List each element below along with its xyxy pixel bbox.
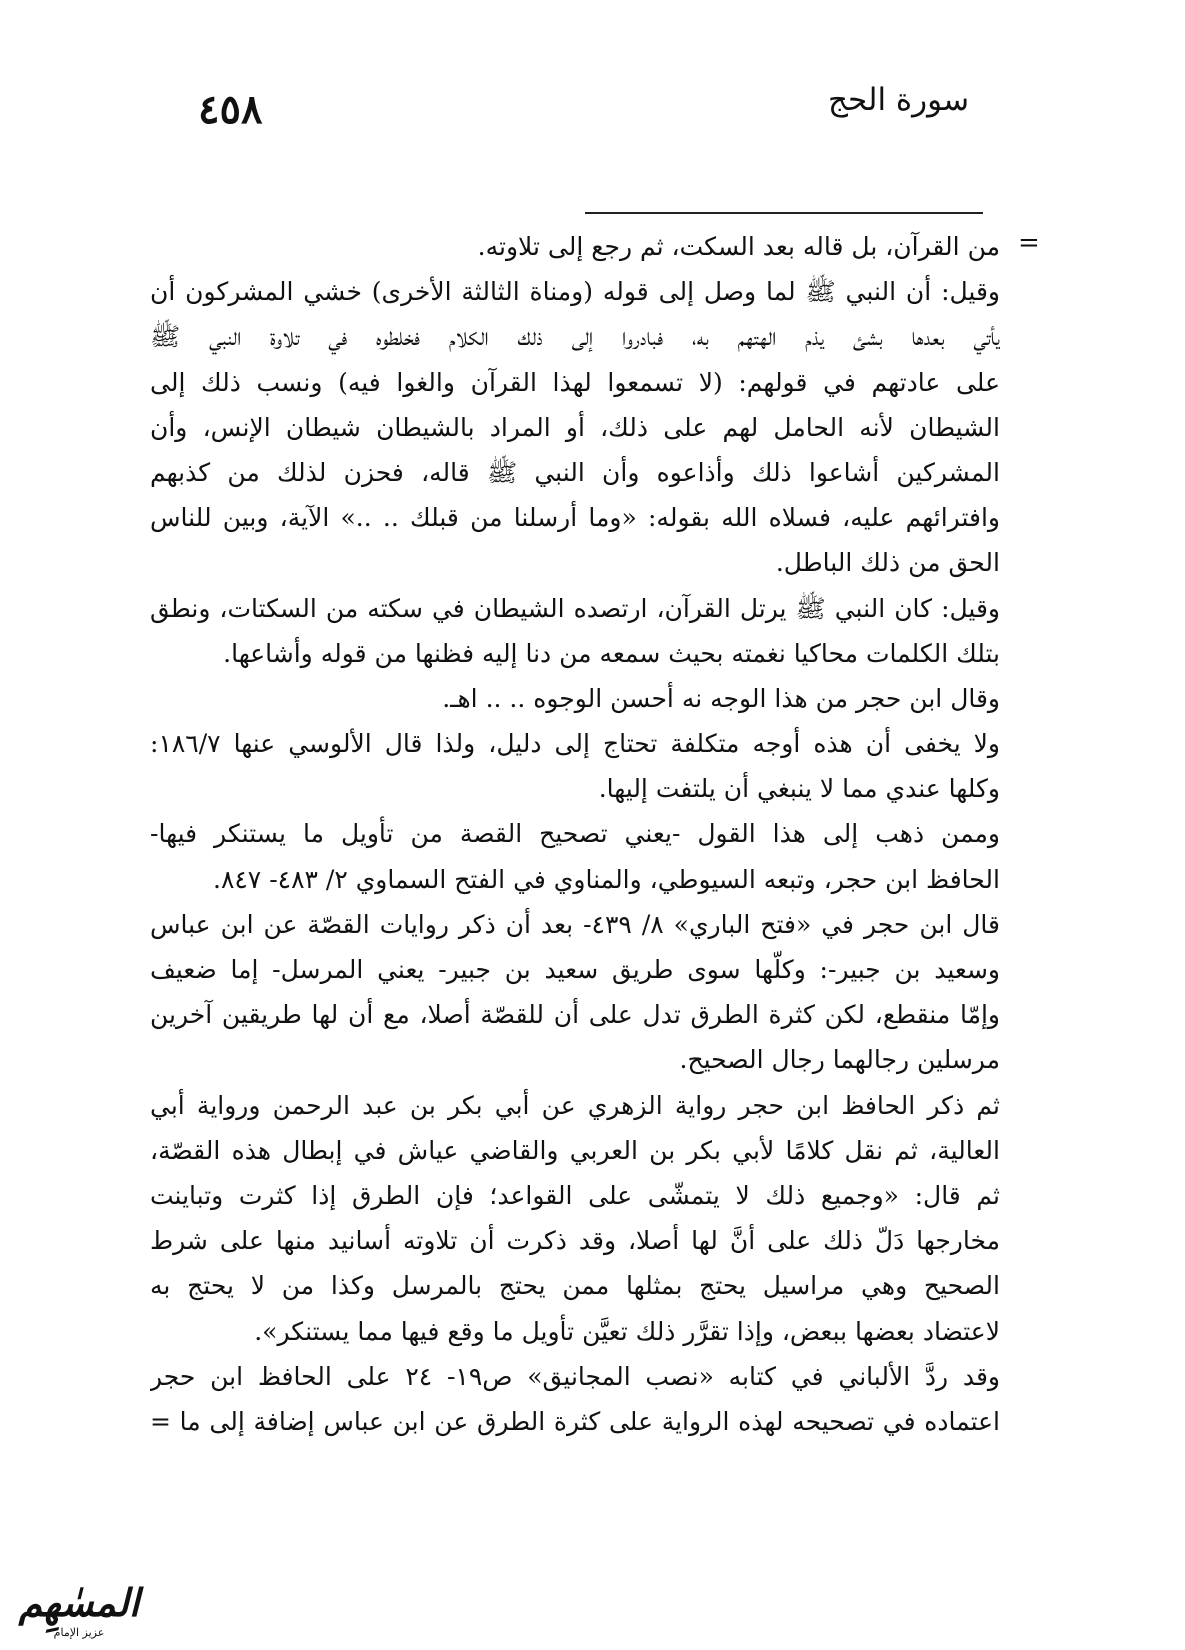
text-line: وإمّا منقطع، لكن كثرة الطرق تدل على أن للقصّة أصلا، مع أن لها طريقين آخرين — [150, 1000, 1000, 1030]
text-line: وقيل: أن النبي ﷺ لما وصل إلى قوله (ومناة الثالثة الأخرى) خشي المشركون أن — [150, 277, 1000, 307]
text-line: ثم ذكر الحافظ ابن حجر رواية الزهري عن أبي بكر بن عبد الرحمن ورواية أبي — [150, 1090, 1000, 1120]
text-line: وقد ردَّ الألباني في كتابه «نصب المجانيق» ص١٩- ٢٤ على الحافظ ابن حجر — [150, 1361, 1000, 1391]
text-line: الشيطان لأنه الحامل لهم على ذلك، أو المراد بالشيطان شيطان الإنس، وأن — [150, 412, 1000, 442]
text-line: وسعيد بن جبير-: وكلّها سوى طريق سعيد بن جبير- يعني المرسل- إما ضعيف — [150, 955, 1000, 984]
text-line: مخارجها دَلّ ذلك على أنَّ لها أصلا، وقد ذكرت أن تلاوته أسانيد منها على شرط — [150, 1226, 1000, 1256]
page-number: ٤٥٨ — [198, 86, 263, 133]
text-line: وقال ابن حجر من هذا الوجه نه أحسن الوجوه .. .. اهـ. — [442, 683, 1000, 713]
text-line: على عادتهم في قولهم: (لا تسمعوا لهذا القرآن والغوا فيه) ونسب ذلك إلى — [150, 367, 1000, 397]
text-line: الحق من ذلك الباطل. — [775, 548, 1000, 578]
text-line: الصحيح وهي مراسيل يحتج بمثلها ممن يحتج بالمرسل وكذا من لا يحتج به — [150, 1271, 1000, 1301]
text-line: ولا يخفى أن هذه أوجه متكلفة تحتاج إلى دليل، ولذا قال الألوسي عنها ١٨٦/٧: — [150, 729, 1000, 759]
text-line: وممن ذهب إلى هذا القول -يعني تصحيح القصة من تأويل ما يستنكر فيها- — [150, 819, 1000, 849]
text-line: العالية، ثم نقل كلامًا لأبي بكر بن العربي والقاضي عياش في إبطال هذه القصّة، — [150, 1135, 1000, 1165]
running-header: سورة الحج — [828, 82, 970, 118]
text-line: يأتي بعدها بشئ يذم الهتهم به، فبادروا إلى ذلك الكلام فخلطوه في تلاوة النبي ﷺ — [150, 322, 1000, 352]
footnote-rule — [585, 212, 983, 214]
stamp-subtitle: عزيز الإمام — [53, 1626, 105, 1639]
footnote-text — [150, 224, 1000, 1444]
continuation-marker: = — [1018, 228, 1040, 258]
text-line: اعتماده في تصحيحه لهذه الرواية على كثرة الطرق عن ابن عباس إضافة إلى ما = — [150, 1406, 1000, 1436]
text-line: من القرآن، بل قاله بعد السكت، ثم رجع إلى تلاوته. — [477, 232, 1000, 261]
text-line: الحافظ ابن حجر، وتبعه السيوطي، والمناوي في الفتح السماوي ٢/ ٤٨٣- ٨٤٧. — [213, 864, 1000, 894]
stamp-title: المسٰهِم — [18, 1580, 140, 1625]
text-line: وقيل: كان النبي ﷺ يرتل القرآن، ارتصده الشيطان في سكته من السكتات، ونطق — [150, 593, 1000, 623]
text-line: بتلك الكلمات محاكيا نغمته بحيث سمعه من دنا إليه فظنها من قوله وأشاعها. — [223, 638, 1000, 668]
text-line: ثم قال: «وجميع ذلك لا يتمشّى على القواعد؛ فإن الطرق إذا كثرت وتباينت — [150, 1180, 1000, 1210]
text-line: المشركين أشاعوا ذلك وأذاعوه وأن النبي ﷺ قاله، فحزن لذلك من كذبهم — [150, 457, 1000, 487]
text-line: وكلها عندي مما لا ينبغي أن يلتفت إليها. — [598, 774, 1000, 804]
text-line: قال ابن حجر في «فتح الباري» ٨/ ٤٣٩- بعد أن ذكر روايات القصّة عن ابن عباس — [150, 909, 1000, 939]
text-line: وافترائهم عليه، فسلاه الله بقوله: «وما أرسلنا من قبلك .. ..» الآية، وبين للناس — [150, 503, 1000, 533]
text-line: لاعتضاد بعضها ببعض، وإذا تقرَّر ذلك تعيَّن تأويل ما وقع فيها مما يستنكر». — [254, 1316, 1000, 1346]
watermark-stamp — [4, 1580, 154, 1644]
text-line: مرسلين رجالهما رجال الصحيح. — [679, 1045, 1000, 1075]
